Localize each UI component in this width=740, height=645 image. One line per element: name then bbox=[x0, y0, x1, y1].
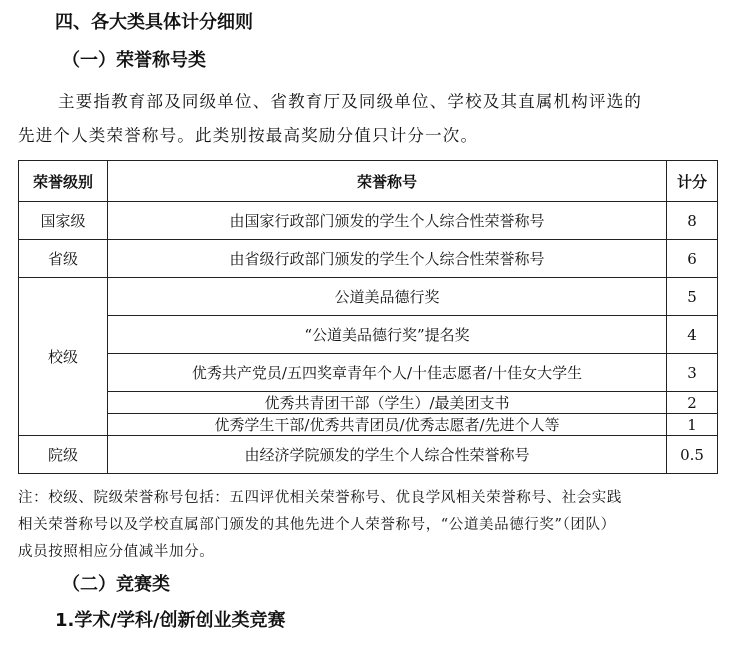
score-cell: 1 bbox=[667, 414, 718, 436]
header-score: 计分 bbox=[667, 161, 718, 202]
intro-paragraph-line-1: 主要指教育部及同级单位、省教育厅及同级单位、学校及其直属机构评选的 bbox=[58, 92, 643, 111]
title-cell: 由经济学院颁发的学生个人综合性荣誉称号 bbox=[108, 436, 667, 474]
title-cell: 优秀学生干部/优秀共青团员/优秀志愿者/先进个人等 bbox=[108, 414, 667, 436]
subsection-heading-honors: （一）荣誉称号类 bbox=[62, 50, 206, 71]
title-cell: “公道美品德行奖”提名奖 bbox=[108, 316, 667, 354]
table-row bbox=[19, 414, 718, 436]
score-cell: 8 bbox=[667, 202, 718, 240]
table-note-line-2: 相关荣誉称号以及学校直属部门颁发的其他先进个人荣誉称号，“公道美品德行奖”（团队） bbox=[18, 517, 616, 533]
title-cell: 优秀共青团干部（学生）/最美团支书 bbox=[108, 392, 667, 414]
level-cell: 国家级 bbox=[19, 202, 108, 240]
table-row bbox=[19, 240, 718, 278]
honors-score-table bbox=[18, 160, 718, 474]
level-cell: 校级 bbox=[19, 278, 108, 436]
title-cell: 由省级行政部门颁发的学生个人综合性荣誉称号 bbox=[108, 240, 667, 278]
table-note-line-3: 成员按照相应分值减半加分。 bbox=[18, 544, 215, 560]
header-title: 荣誉称号 bbox=[108, 161, 667, 202]
intro-paragraph-line-2: 先进个人类荣誉称号。此类别按最高奖励分值只计分一次。 bbox=[18, 126, 479, 145]
score-cell: 5 bbox=[667, 278, 718, 316]
score-cell: 4 bbox=[667, 316, 718, 354]
table-row bbox=[19, 278, 718, 316]
table-header-row bbox=[19, 161, 718, 202]
score-cell: 0.5 bbox=[667, 436, 718, 474]
score-cell: 2 bbox=[667, 392, 718, 414]
table-row bbox=[19, 202, 718, 240]
table-note-line-1: 注：校级、院级荣誉称号包括：五四评优相关荣誉称号、优良学风相关荣誉称号、社会实践 bbox=[18, 490, 622, 506]
title-cell: 由国家行政部门颁发的学生个人综合性荣誉称号 bbox=[108, 202, 667, 240]
subsection-heading-competitions: （二）竞赛类 bbox=[62, 574, 170, 595]
header-level: 荣誉级别 bbox=[19, 161, 108, 202]
level-cell: 省级 bbox=[19, 240, 108, 278]
score-cell: 6 bbox=[667, 240, 718, 278]
table-row bbox=[19, 316, 718, 354]
table-row bbox=[19, 392, 718, 414]
section-heading: 四、各大类具体计分细则 bbox=[55, 12, 253, 33]
level-cell: 院级 bbox=[19, 436, 108, 474]
score-cell: 3 bbox=[667, 354, 718, 392]
table-row bbox=[19, 354, 718, 392]
item-heading-academic-competitions: 1.学术/学科/创新创业类竞赛 bbox=[55, 610, 286, 631]
title-cell: 优秀共产党员/五四奖章青年个人/十佳志愿者/十佳女大学生 bbox=[108, 354, 667, 392]
table-row bbox=[19, 436, 718, 474]
title-cell: 公道美品德行奖 bbox=[108, 278, 667, 316]
